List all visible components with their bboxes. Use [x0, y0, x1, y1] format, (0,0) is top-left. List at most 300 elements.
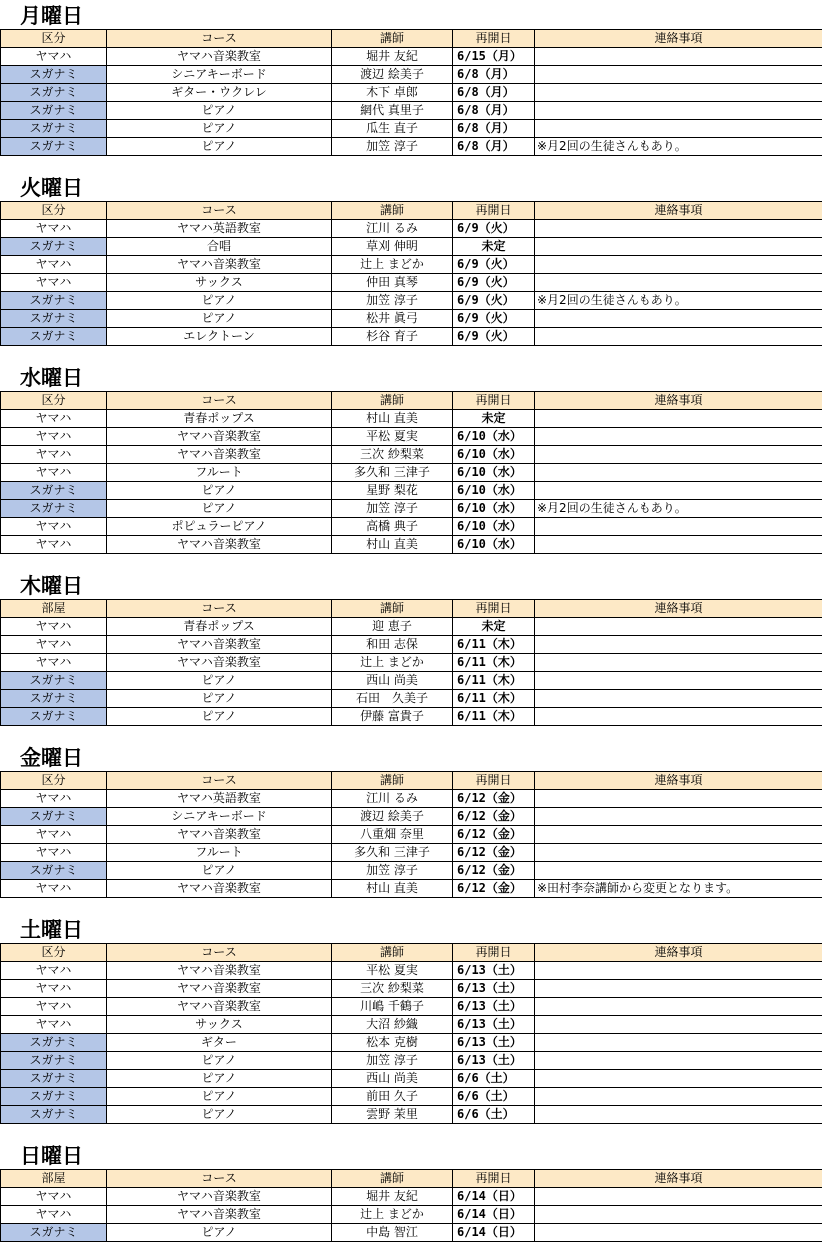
course-cell: ピアノ	[107, 708, 332, 726]
header-teacher: 講師	[332, 202, 453, 220]
table-row	[1, 808, 822, 826]
teacher-cell: 雲野 茉里	[332, 1106, 453, 1124]
header-course: コース	[107, 1170, 332, 1188]
note-cell	[535, 256, 822, 274]
table-row	[1, 500, 822, 518]
kubun-cell: ヤマハ	[1, 220, 107, 238]
kubun-cell: スガナミ	[1, 138, 107, 156]
reopen-date-cell: 6/12（金）	[453, 844, 535, 862]
course-cell: ピアノ	[107, 482, 332, 500]
reopen-date-cell: 6/11（木）	[453, 654, 535, 672]
header-teacher: 講師	[332, 30, 453, 48]
reopen-date-cell: 6/10（水）	[453, 518, 535, 536]
table-row	[1, 256, 822, 274]
wednesday-section-title: 水曜日	[20, 366, 83, 390]
course-cell: ギター・ウクレレ	[107, 84, 332, 102]
note-cell	[535, 102, 822, 120]
header-notes: 連絡事項	[535, 202, 822, 220]
note-cell	[535, 618, 822, 636]
teacher-cell: 川嶋 千鶴子	[332, 998, 453, 1016]
kubun-cell: ヤマハ	[1, 1188, 107, 1206]
reopen-date-cell: 6/10（水）	[453, 500, 535, 518]
teacher-cell: 仲田 真琴	[332, 274, 453, 292]
course-cell: シニアキーボード	[107, 66, 332, 84]
table-row	[1, 464, 822, 482]
teacher-cell: 江川 るみ	[332, 790, 453, 808]
teacher-cell: 迎 恵子	[332, 618, 453, 636]
note-cell	[535, 844, 822, 862]
teacher-cell: 多久和 三津子	[332, 844, 453, 862]
reopen-date-cell: 未定	[453, 410, 535, 428]
kubun-cell: ヤマハ	[1, 980, 107, 998]
kubun-cell: ヤマハ	[1, 48, 107, 66]
reopen-date-cell: 6/6（土）	[453, 1070, 535, 1088]
reopen-date-cell: 6/12（金）	[453, 862, 535, 880]
reopen-date-cell: 6/14（日）	[453, 1188, 535, 1206]
kubun-cell: スガナミ	[1, 690, 107, 708]
kubun-cell: ヤマハ	[1, 654, 107, 672]
header-notes: 連絡事項	[535, 392, 822, 410]
kubun-cell: ヤマハ	[1, 464, 107, 482]
header-notes: 連絡事項	[535, 1170, 822, 1188]
note-cell	[535, 238, 822, 256]
kubun-cell: スガナミ	[1, 862, 107, 880]
teacher-cell: 江川 るみ	[332, 220, 453, 238]
note-cell	[535, 690, 822, 708]
teacher-cell: 辻上 まどか	[332, 654, 453, 672]
note-cell	[535, 1106, 822, 1124]
teacher-cell: 三次 紗梨菜	[332, 980, 453, 998]
table-row	[1, 672, 822, 690]
header-course: コース	[107, 944, 332, 962]
course-cell: ヤマハ音楽教室	[107, 636, 332, 654]
reopen-date-cell: 6/9（火）	[453, 220, 535, 238]
kubun-cell: スガナミ	[1, 1224, 107, 1242]
table-row	[1, 654, 822, 672]
reopen-date-cell: 6/12（金）	[453, 790, 535, 808]
table-row	[1, 220, 822, 238]
course-cell: 合唱	[107, 238, 332, 256]
kubun-cell: スガナミ	[1, 66, 107, 84]
note-cell	[535, 1016, 822, 1034]
header-date: 再開日	[453, 944, 535, 962]
reopen-date-cell: 6/13（土）	[453, 1034, 535, 1052]
teacher-cell: 木下 卓郎	[332, 84, 453, 102]
teacher-cell: 堀井 友紀	[332, 48, 453, 66]
header-teacher: 講師	[332, 1170, 453, 1188]
table-row	[1, 998, 822, 1016]
header-course: コース	[107, 600, 332, 618]
header-notes: 連絡事項	[535, 600, 822, 618]
course-cell: ヤマハ英語教室	[107, 220, 332, 238]
reopen-date-cell: 6/13（土）	[453, 962, 535, 980]
table-row	[1, 428, 822, 446]
table-row	[1, 1016, 822, 1034]
note-cell	[535, 48, 822, 66]
course-cell: ヤマハ音楽教室	[107, 654, 332, 672]
header-kubun: 部屋	[1, 1170, 107, 1188]
table-row	[1, 1106, 822, 1124]
table-row	[1, 328, 822, 346]
teacher-cell: 杉谷 育子	[332, 328, 453, 346]
teacher-cell: 前田 久子	[332, 1088, 453, 1106]
kubun-cell: ヤマハ	[1, 1206, 107, 1224]
header-row	[1, 392, 822, 410]
teacher-cell: 草刈 伸明	[332, 238, 453, 256]
note-cell	[535, 1188, 822, 1206]
table-row	[1, 536, 822, 554]
teacher-cell: 加笠 淳子	[332, 500, 453, 518]
thursday-section-title: 木曜日	[20, 574, 83, 598]
note-cell	[535, 1088, 822, 1106]
header-date: 再開日	[453, 772, 535, 790]
kubun-cell: スガナミ	[1, 1070, 107, 1088]
table-row	[1, 482, 822, 500]
course-cell: ピアノ	[107, 672, 332, 690]
header-course: コース	[107, 30, 332, 48]
table-row	[1, 1034, 822, 1052]
teacher-cell: 三次 紗梨菜	[332, 446, 453, 464]
note-cell: ※月2回の生徒さんもあり。	[535, 500, 822, 518]
teacher-cell: 堀井 友紀	[332, 1188, 453, 1206]
friday-section-title: 金曜日	[20, 746, 83, 770]
course-cell: ヤマハ音楽教室	[107, 256, 332, 274]
note-cell	[535, 790, 822, 808]
kubun-cell: スガナミ	[1, 292, 107, 310]
teacher-cell: 大沼 紗織	[332, 1016, 453, 1034]
kubun-cell: スガナミ	[1, 482, 107, 500]
note-cell	[535, 672, 822, 690]
teacher-cell: 村山 直美	[332, 536, 453, 554]
friday-schedule-table	[0, 771, 822, 898]
table-row	[1, 1088, 822, 1106]
teacher-cell: 松井 眞弓	[332, 310, 453, 328]
header-teacher: 講師	[332, 392, 453, 410]
course-cell: ピアノ	[107, 120, 332, 138]
teacher-cell: 村山 直美	[332, 880, 453, 898]
kubun-cell: ヤマハ	[1, 844, 107, 862]
teacher-cell: 加笠 淳子	[332, 138, 453, 156]
kubun-cell: ヤマハ	[1, 410, 107, 428]
note-cell	[535, 120, 822, 138]
header-kubun: 区分	[1, 30, 107, 48]
table-row	[1, 1070, 822, 1088]
table-row	[1, 1224, 822, 1242]
note-cell	[535, 328, 822, 346]
course-cell: ポピュラーピアノ	[107, 518, 332, 536]
header-teacher: 講師	[332, 772, 453, 790]
reopen-date-cell: 6/8（月）	[453, 102, 535, 120]
note-cell	[535, 482, 822, 500]
course-cell: ヤマハ音楽教室	[107, 880, 332, 898]
teacher-cell: 加笠 淳子	[332, 1052, 453, 1070]
course-cell: ヤマハ音楽教室	[107, 826, 332, 844]
note-cell	[535, 536, 822, 554]
reopen-date-cell: 6/10（水）	[453, 446, 535, 464]
table-row	[1, 826, 822, 844]
table-row	[1, 708, 822, 726]
header-kubun: 区分	[1, 392, 107, 410]
reopen-date-cell: 6/8（月）	[453, 66, 535, 84]
table-row	[1, 862, 822, 880]
note-cell	[535, 410, 822, 428]
table-row	[1, 138, 822, 156]
teacher-cell: 加笠 淳子	[332, 862, 453, 880]
course-cell: ヤマハ音楽教室	[107, 446, 332, 464]
header-date: 再開日	[453, 202, 535, 220]
reopen-date-cell: 6/9（火）	[453, 328, 535, 346]
header-date: 再開日	[453, 1170, 535, 1188]
teacher-cell: 渡辺 絵美子	[332, 808, 453, 826]
reopen-date-cell: 6/8（月）	[453, 120, 535, 138]
note-cell	[535, 220, 822, 238]
kubun-cell: ヤマハ	[1, 1016, 107, 1034]
note-cell	[535, 1206, 822, 1224]
reopen-date-cell: 6/15（月）	[453, 48, 535, 66]
note-cell	[535, 1070, 822, 1088]
note-cell: ※月2回の生徒さんもあり。	[535, 138, 822, 156]
header-notes: 連絡事項	[535, 772, 822, 790]
header-date: 再開日	[453, 30, 535, 48]
kubun-cell: ヤマハ	[1, 998, 107, 1016]
teacher-cell: 中島 智江	[332, 1224, 453, 1242]
course-cell: フルート	[107, 464, 332, 482]
course-cell: ヤマハ音楽教室	[107, 1206, 332, 1224]
note-cell	[535, 84, 822, 102]
note-cell	[535, 428, 822, 446]
course-cell: ピアノ	[107, 310, 332, 328]
table-row	[1, 292, 822, 310]
table-row	[1, 446, 822, 464]
note-cell	[535, 708, 822, 726]
table-row	[1, 962, 822, 980]
teacher-cell: 平松 夏実	[332, 428, 453, 446]
header-course: コース	[107, 772, 332, 790]
note-cell	[535, 310, 822, 328]
header-row	[1, 202, 822, 220]
kubun-cell: ヤマハ	[1, 274, 107, 292]
course-cell: 青春ポップス	[107, 618, 332, 636]
table-row	[1, 790, 822, 808]
reopen-date-cell: 6/11（木）	[453, 636, 535, 654]
sunday-section-title: 日曜日	[20, 1144, 83, 1168]
teacher-cell: 西山 尚美	[332, 672, 453, 690]
course-cell: サックス	[107, 274, 332, 292]
thursday-schedule-table	[0, 599, 822, 726]
kubun-cell: ヤマハ	[1, 256, 107, 274]
header-course: コース	[107, 392, 332, 410]
kubun-cell: ヤマハ	[1, 428, 107, 446]
course-cell: ピアノ	[107, 292, 332, 310]
teacher-cell: 石田 久美子	[332, 690, 453, 708]
kubun-cell: スガナミ	[1, 1106, 107, 1124]
kubun-cell: スガナミ	[1, 1088, 107, 1106]
header-date: 再開日	[453, 600, 535, 618]
teacher-cell: 加笠 淳子	[332, 292, 453, 310]
teacher-cell: 西山 尚美	[332, 1070, 453, 1088]
note-cell	[535, 518, 822, 536]
course-cell: ピアノ	[107, 1088, 332, 1106]
table-row	[1, 102, 822, 120]
table-row	[1, 48, 822, 66]
kubun-cell: スガナミ	[1, 1052, 107, 1070]
kubun-cell: スガナミ	[1, 1034, 107, 1052]
course-cell: ピアノ	[107, 1106, 332, 1124]
course-cell: ピアノ	[107, 500, 332, 518]
reopen-date-cell: 6/10（水）	[453, 428, 535, 446]
table-row	[1, 1206, 822, 1224]
teacher-cell: 網代 真里子	[332, 102, 453, 120]
course-cell: サックス	[107, 1016, 332, 1034]
kubun-cell: スガナミ	[1, 84, 107, 102]
table-row	[1, 310, 822, 328]
reopen-date-cell: 6/9（火）	[453, 292, 535, 310]
table-row	[1, 618, 822, 636]
note-cell	[535, 808, 822, 826]
course-cell: ピアノ	[107, 1052, 332, 1070]
kubun-cell: スガナミ	[1, 328, 107, 346]
table-row	[1, 410, 822, 428]
kubun-cell: ヤマハ	[1, 536, 107, 554]
tuesday-schedule-table	[0, 201, 822, 346]
reopen-date-cell: 6/12（金）	[453, 880, 535, 898]
saturday-schedule-table	[0, 943, 822, 1124]
note-cell	[535, 862, 822, 880]
teacher-cell: 瓜生 直子	[332, 120, 453, 138]
reopen-date-cell: 6/9（火）	[453, 274, 535, 292]
reopen-date-cell: 6/12（金）	[453, 808, 535, 826]
note-cell	[535, 980, 822, 998]
header-notes: 連絡事項	[535, 944, 822, 962]
teacher-cell: 高橋 典子	[332, 518, 453, 536]
teacher-cell: 辻上 まどか	[332, 256, 453, 274]
tuesday-section-title: 火曜日	[20, 176, 83, 200]
kubun-cell: ヤマハ	[1, 962, 107, 980]
teacher-cell: 渡辺 絵美子	[332, 66, 453, 84]
kubun-cell: ヤマハ	[1, 880, 107, 898]
teacher-cell: 辻上 まどか	[332, 1206, 453, 1224]
teacher-cell: 星野 梨花	[332, 482, 453, 500]
course-cell: ヤマハ音楽教室	[107, 1188, 332, 1206]
table-row	[1, 636, 822, 654]
reopen-date-cell: 6/13（土）	[453, 980, 535, 998]
header-kubun: 区分	[1, 202, 107, 220]
header-kubun: 区分	[1, 944, 107, 962]
kubun-cell: ヤマハ	[1, 636, 107, 654]
note-cell	[535, 1034, 822, 1052]
header-row	[1, 1170, 822, 1188]
course-cell: ヤマハ音楽教室	[107, 48, 332, 66]
header-row	[1, 30, 822, 48]
monday-schedule-table	[0, 29, 822, 156]
reopen-date-cell: 6/13（土）	[453, 998, 535, 1016]
kubun-cell: ヤマハ	[1, 618, 107, 636]
reopen-date-cell: 6/8（月）	[453, 84, 535, 102]
header-row	[1, 772, 822, 790]
reopen-date-cell: 6/6（土）	[453, 1106, 535, 1124]
kubun-cell: ヤマハ	[1, 826, 107, 844]
table-row	[1, 1188, 822, 1206]
course-cell: フルート	[107, 844, 332, 862]
header-kubun: 区分	[1, 772, 107, 790]
kubun-cell: ヤマハ	[1, 518, 107, 536]
teacher-cell: 多久和 三津子	[332, 464, 453, 482]
course-cell: ヤマハ音楽教室	[107, 428, 332, 446]
course-cell: ヤマハ音楽教室	[107, 536, 332, 554]
reopen-date-cell: 6/13（土）	[453, 1052, 535, 1070]
table-row	[1, 238, 822, 256]
monday-section-title: 月曜日	[20, 4, 83, 28]
kubun-cell: スガナミ	[1, 500, 107, 518]
reopen-date-cell: 6/11（木）	[453, 672, 535, 690]
course-cell: ギター	[107, 1034, 332, 1052]
note-cell	[535, 998, 822, 1016]
header-kubun: 部屋	[1, 600, 107, 618]
note-cell	[535, 962, 822, 980]
header-row	[1, 600, 822, 618]
header-date: 再開日	[453, 392, 535, 410]
teacher-cell: 村山 直美	[332, 410, 453, 428]
kubun-cell: スガナミ	[1, 808, 107, 826]
table-row	[1, 518, 822, 536]
course-cell: ヤマハ音楽教室	[107, 980, 332, 998]
kubun-cell: ヤマハ	[1, 790, 107, 808]
sunday-schedule-table	[0, 1169, 822, 1242]
kubun-cell: スガナミ	[1, 310, 107, 328]
note-cell	[535, 826, 822, 844]
course-cell: シニアキーボード	[107, 808, 332, 826]
kubun-cell: スガナミ	[1, 672, 107, 690]
table-row	[1, 66, 822, 84]
kubun-cell: スガナミ	[1, 238, 107, 256]
table-row	[1, 274, 822, 292]
course-cell: ピアノ	[107, 102, 332, 120]
reopen-date-cell: 6/13（土）	[453, 1016, 535, 1034]
course-cell: ヤマハ英語教室	[107, 790, 332, 808]
teacher-cell: 伊藤 富貴子	[332, 708, 453, 726]
note-cell	[535, 446, 822, 464]
reopen-date-cell: 6/11（木）	[453, 690, 535, 708]
course-cell: ピアノ	[107, 690, 332, 708]
table-row	[1, 880, 822, 898]
note-cell	[535, 636, 822, 654]
note-cell	[535, 1052, 822, 1070]
note-cell: ※月2回の生徒さんもあり。	[535, 292, 822, 310]
reopen-date-cell: 6/14（日）	[453, 1206, 535, 1224]
course-cell: ピアノ	[107, 862, 332, 880]
reopen-date-cell: 6/9（火）	[453, 256, 535, 274]
table-row	[1, 690, 822, 708]
note-cell	[535, 654, 822, 672]
header-notes: 連絡事項	[535, 30, 822, 48]
course-cell: ピアノ	[107, 1070, 332, 1088]
header-teacher: 講師	[332, 944, 453, 962]
reopen-date-cell: 6/10（水）	[453, 482, 535, 500]
table-row	[1, 844, 822, 862]
reopen-date-cell: 6/11（木）	[453, 708, 535, 726]
kubun-cell: ヤマハ	[1, 446, 107, 464]
reopen-date-cell: 6/12（金）	[453, 826, 535, 844]
header-row	[1, 944, 822, 962]
wednesday-schedule-table	[0, 391, 822, 554]
reopen-date-cell: 未定	[453, 238, 535, 256]
table-row	[1, 120, 822, 138]
course-cell: 青春ポップス	[107, 410, 332, 428]
note-cell	[535, 274, 822, 292]
teacher-cell: 松本 克樹	[332, 1034, 453, 1052]
teacher-cell: 平松 夏実	[332, 962, 453, 980]
reopen-date-cell: 6/6（土）	[453, 1088, 535, 1106]
